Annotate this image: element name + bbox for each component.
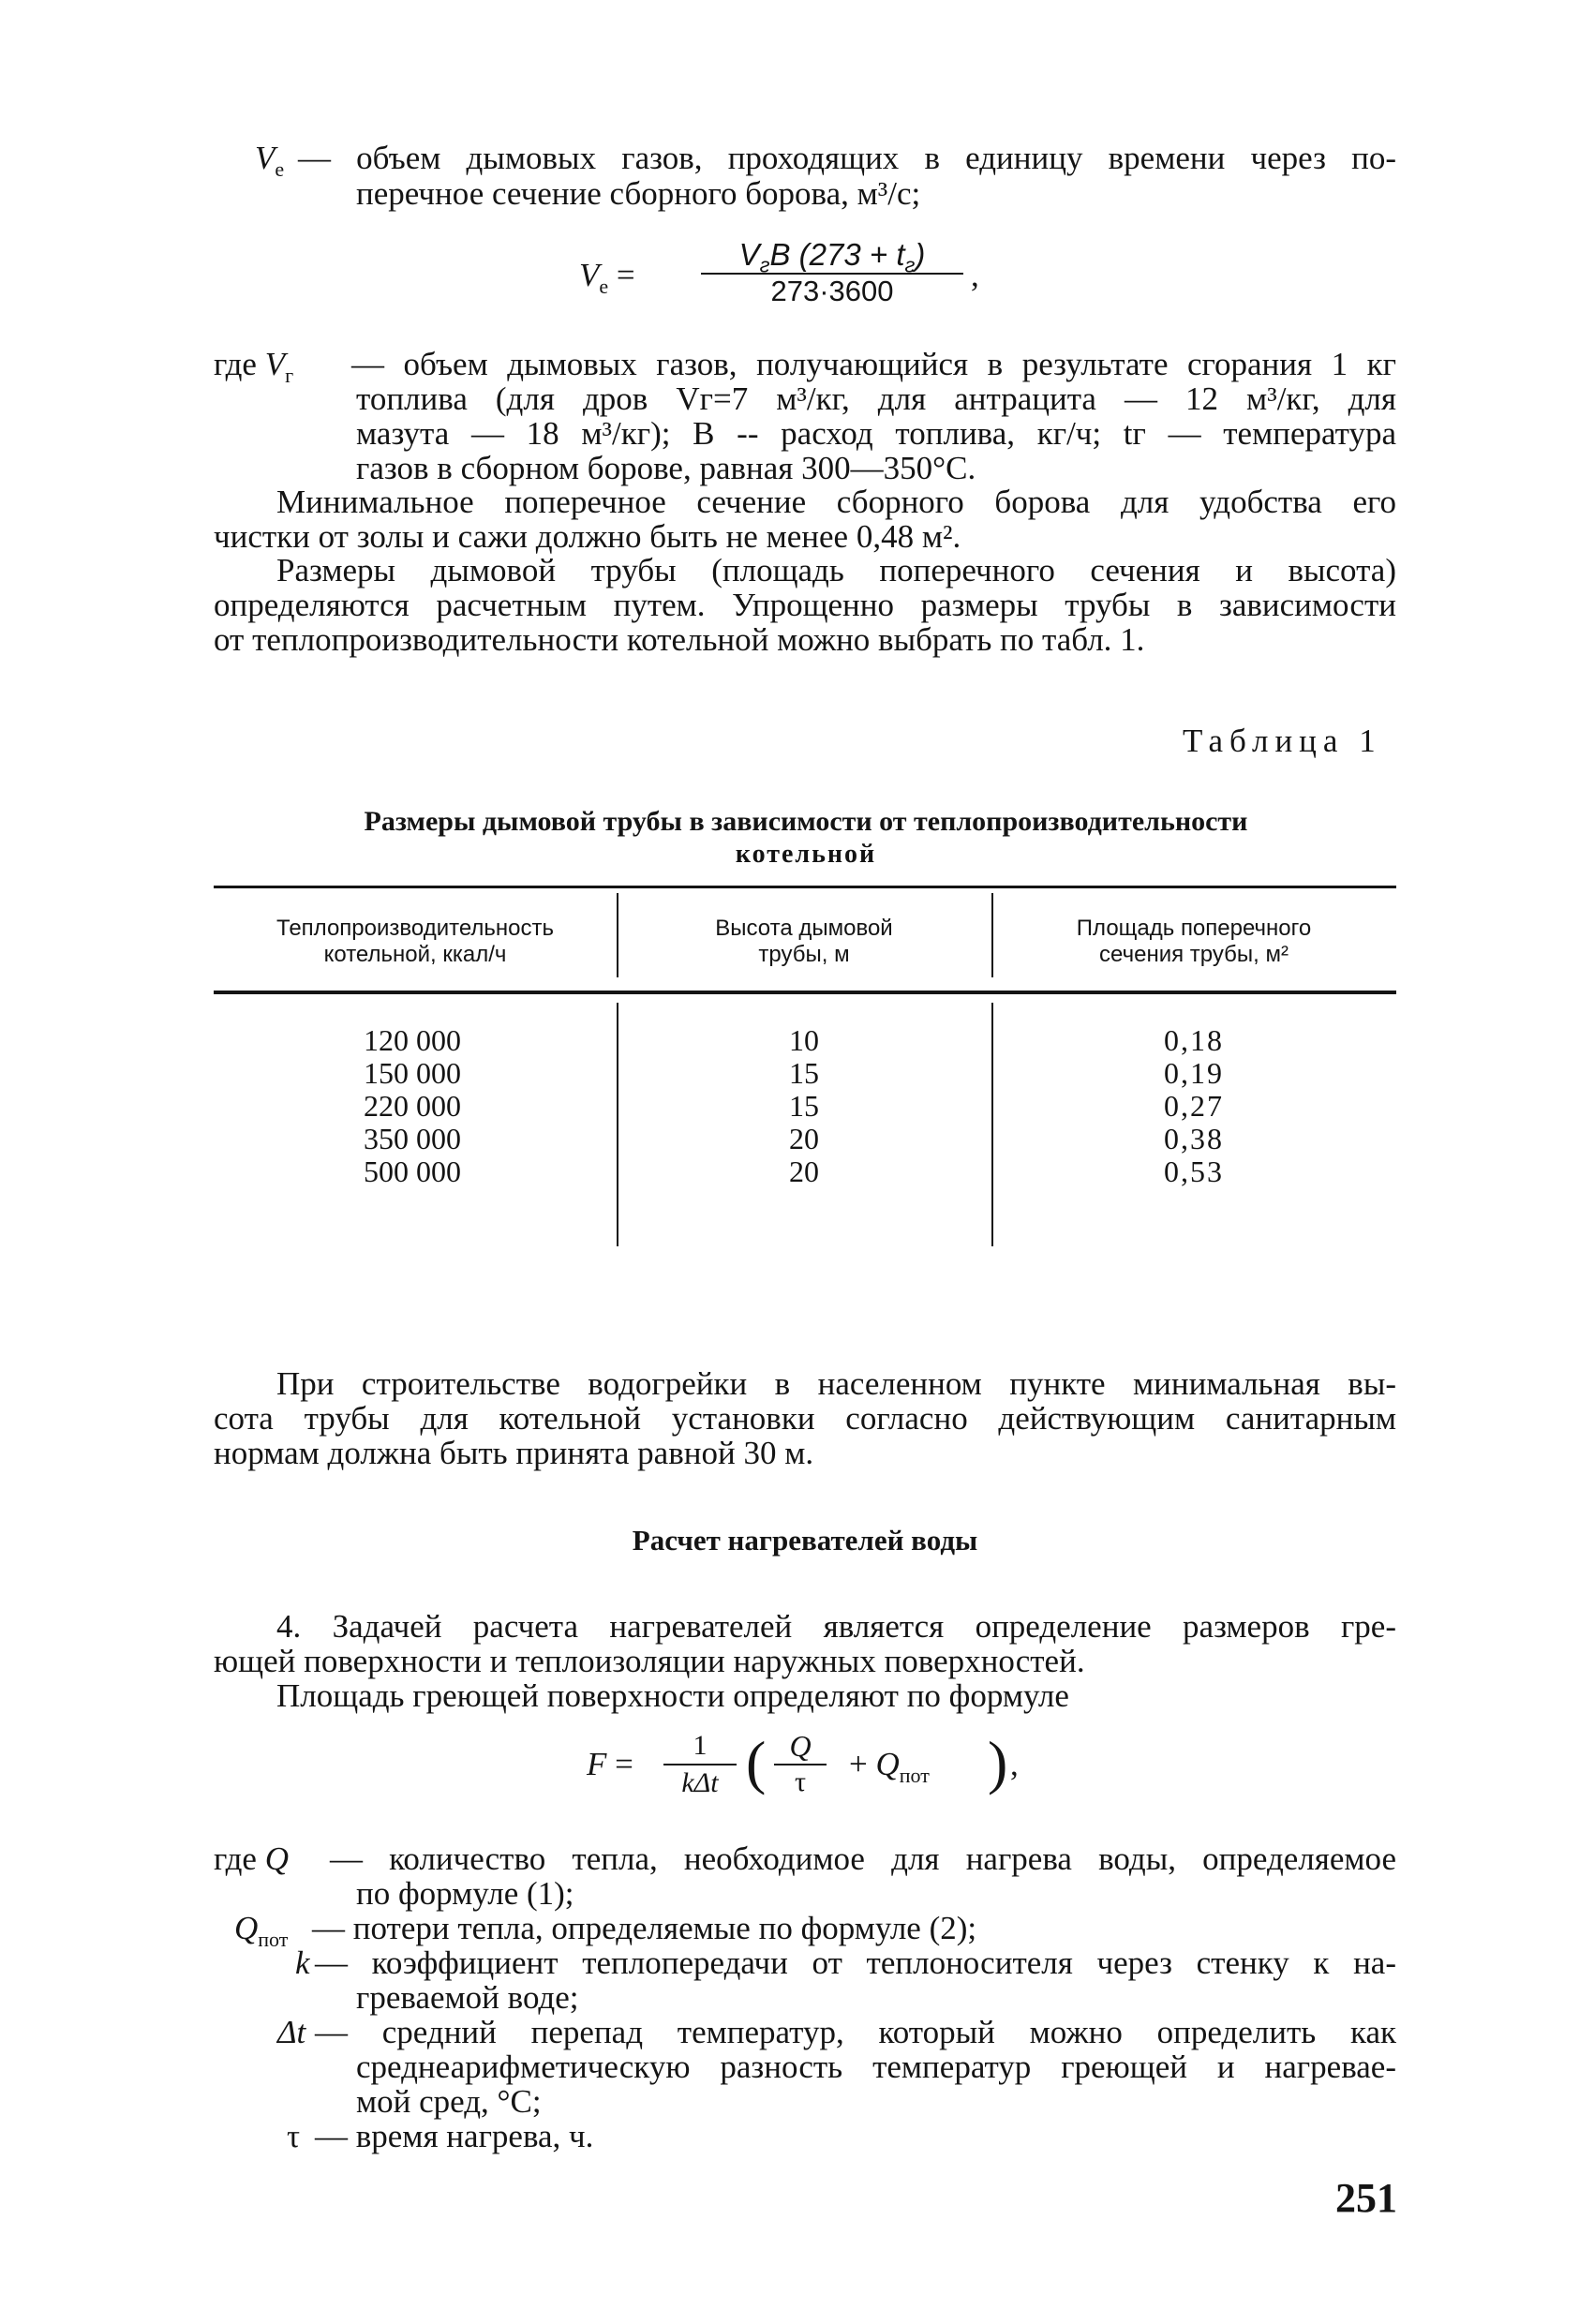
para-min-height-line3: нормам должна быть принята равной 30 м. [214,1435,814,1471]
q-definition-line2: по формуле (1); [356,1875,574,1912]
q-definition-line1: — количество тепла, необходимое для нагрева воды, определяемое [330,1840,1396,1877]
para-min-height-line2: сота трубы для котельной установки согласно действующим санитарным [214,1400,1396,1437]
formula-ve-numerator: $V_гB$ $(273 + t_г)$ [738,237,926,277]
k-term: k [295,1944,310,1981]
dt-definition-line3: мой сред, °С; [356,2083,542,2120]
k-definition-line2: греваемой воде; [356,1979,579,2016]
section-title: Расчет нагревателей воды [632,1524,978,1557]
formula-ve [579,239,1010,314]
table-col2-values [617,1024,991,1188]
page-number: 251 [1335,2175,1397,2221]
table-row: 0,27 [1164,1089,1224,1123]
para-chimney-line1: Размеры дымовой трубы (площадь поперечного сечения и высота) [276,552,1396,588]
para-task-line3: Площадь греющей поверхности определяют по формуле [276,1677,1069,1714]
formula-area-rparen: ) [988,1729,1008,1795]
para-min-section-line1: Минимальное поперечное сечение сборного борова для удобства его [276,484,1396,520]
ve-term: $V_e$ [255,140,285,181]
table-row: 0,38 [1164,1122,1224,1155]
vg-definition-line3: мазута — 18 м³/кг); B -- расход топлива, кг/ч; tг — температура [356,415,1396,452]
dt-definition-line2: среднеарифметическую разность температур греющей и нагревае- [356,2048,1396,2085]
para-min-section-line2: чистки от золы и сажи должно быть не менее 0,48 м². [214,518,961,555]
vg-definition-line2: топлива (для дров Vг=7 м³/кг, для антрацита — 12 м³/кг, для [356,380,1396,417]
table-title-line2: котельной [735,840,877,869]
table-row: 150 000 [364,1056,461,1090]
table-row: 15 [789,1089,819,1123]
qpot-term: $Q_{пот}$ [234,1910,289,1951]
para-chimney-line2: определяются расчетным путем. Упрощенно размеры трубы в зависимости [214,587,1396,623]
para-task-line2: ющей поверхности и теплоизоляции наружных поверхностей. [214,1643,1085,1679]
chimney-table [214,886,1396,1246]
table-row: 15 [789,1056,819,1090]
dt-term: Δt [277,2014,306,2050]
ve-definition-line2: перечное сечение сборного борова, м³/с; [356,175,921,212]
formula-area-tail: , [1010,1746,1019,1782]
table-row: 0,19 [1164,1056,1224,1090]
table-top-rule [214,886,1396,888]
table-title-line1: Размеры дымовой трубы в зависимости от теплопроизводительности [364,806,1248,837]
table-col3-values [991,1024,1396,1188]
tau-term: τ [287,2118,301,2154]
table-row: 20 [789,1155,819,1188]
formula-area-fraction1-bar [663,1764,737,1765]
vg-definition-line1: — объем дымовых газов, получающийся в результате сгорания 1 кг [351,346,1396,382]
table-row: 10 [789,1023,819,1057]
vg-definition-line4: газов в сборном борове, равная 300—350°С. [356,450,976,486]
formula-ve-tail: , [971,257,979,293]
table-header-col3: Площадь поперечного сечения трубы, м² [1076,916,1312,967]
formula-area-lparen: ( [746,1729,767,1795]
formula-area-fraction2: Q τ [774,1730,827,1797]
table-row: 120 000 [364,1023,461,1057]
table-header-col2: Высота дымовой трубы, м [715,916,893,967]
para-task-line1: 4. Задачей расчета нагревателей является определение размеров гре- [276,1608,1396,1645]
formula-ve-fraction [701,239,963,306]
formula-area-fraction1: 1 kΔt [663,1730,737,1799]
table-row: 20 [789,1122,819,1155]
para-chimney-line3: от теплопроизводительности котельной можно выбрать по табл. 1. [214,621,1145,658]
tau-definition-line1: — время нагрева, ч. [315,2118,594,2154]
table-header-col1: Теплопроизводительность котельной, ккал/ч [276,916,554,967]
k-definition-line1: — коэффициент теплопередачи от теплоносителя через стенку к на- [315,1944,1396,1981]
table-header-rule [214,991,1396,994]
q-term: где Q [214,1840,289,1877]
table-row: 220 000 [364,1089,461,1123]
para-min-height-line1: При строительстве водогрейки в населенном пункте минимальная вы- [276,1365,1396,1402]
qpot-definition-line1: — потери тепла, определяемые по формуле (2); [312,1910,977,1946]
table-row: 500 000 [364,1155,461,1188]
vg-term: где $V_г$ [214,346,294,387]
table-row: 350 000 [364,1122,461,1155]
formula-ve-lhs: $V_e$ = [579,257,635,298]
table-label: Таблица 1 [1183,723,1382,759]
table-col1-values [364,1024,551,1188]
table-row: 0,53 [1164,1155,1224,1188]
ve-definition-line1: — объем дымовых газов, проходящих в единицу времени через по- [298,140,1396,176]
dt-definition-line1: — средний перепад температур, который можно определить как [315,2014,1396,2050]
formula-ve-denominator: 273·3600 [770,275,894,307]
table-row: 0,18 [1164,1023,1224,1057]
formula-area [587,1724,1036,1809]
formula-area-fraction2-bar [774,1764,827,1765]
formula-area-qpot: + $Q_{пот}$ [849,1746,930,1787]
formula-area-lhs: F = [587,1746,633,1782]
